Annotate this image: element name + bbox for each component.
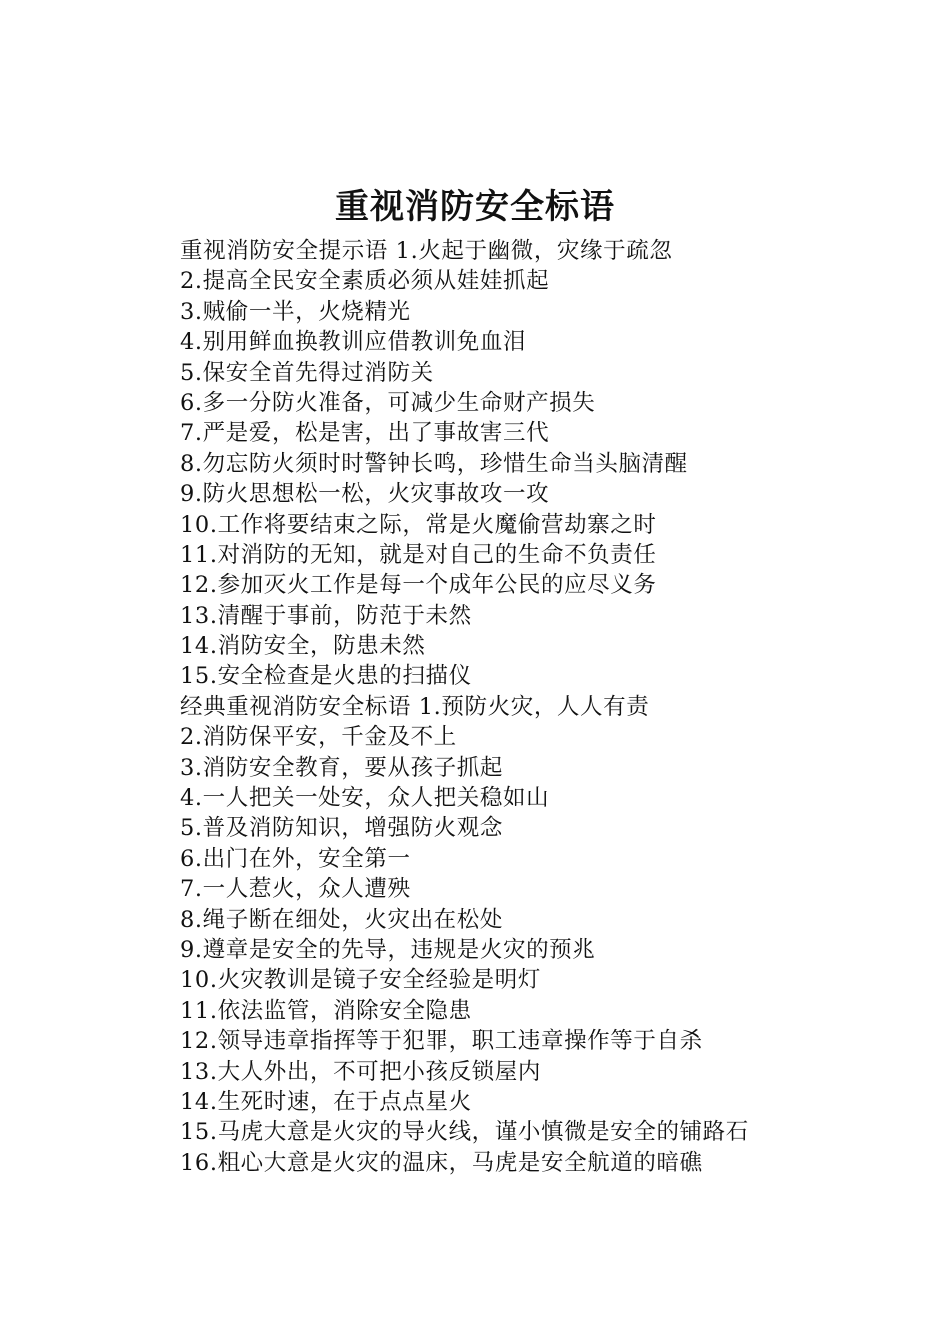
slogan-line: 12.参加灭火工作是每一个成年公民的应尽义务 (180, 572, 657, 599)
slogan-line: 2.提高全民安全素质必须从娃娃抓起 (180, 268, 550, 295)
slogan-line: 经典重视消防安全标语 1.预防火灾，人人有责 (180, 693, 650, 720)
slogan-line: 10.火灾教训是镜子安全经验是明灯 (180, 967, 541, 994)
slogan-line: 4.一人把关一处安，众人把关稳如山 (180, 785, 550, 812)
slogan-list (180, 236, 900, 1178)
slogan-line: 13.大人外出，不可把小孩反锁屋内 (180, 1058, 541, 1085)
slogan-line: 2.消防保平安，千金及不上 (180, 724, 457, 751)
slogan-line: 16.粗心大意是火灾的温床，马虎是安全航道的暗礁 (180, 1149, 703, 1176)
slogan-line: 4.别用鲜血换教训应借教训免血泪 (180, 329, 527, 356)
slogan-line: 5.保安全首先得过消防关 (180, 359, 434, 386)
slogan-line: 3.消防安全教育，要从孩子抓起 (180, 754, 503, 781)
slogan-line: 6.出门在外，安全第一 (180, 845, 411, 872)
slogan-line: 14.生死时速，在于点点星火 (180, 1088, 472, 1115)
slogan-line: 3.贼偷一半，火烧精光 (180, 298, 411, 325)
slogan-line: 10.工作将要结束之际，常是火魔偷营劫寨之时 (180, 511, 657, 538)
document-title: 重视消防安全标语 (335, 187, 615, 227)
slogan-line: 9.防火思想松一松，火灾事故攻一攻 (180, 481, 550, 508)
slogan-line: 14.消防安全，防患未然 (180, 633, 426, 660)
slogan-line: 15.安全检查是火患的扫描仪 (180, 663, 472, 690)
slogan-line: 6.多一分防火准备，可减少生命财产损失 (180, 389, 596, 416)
slogan-line: 11.对消防的无知，就是对自己的生命不负责任 (180, 541, 657, 568)
slogan-line: 11.依法监管，消除安全隐患 (180, 997, 472, 1024)
slogan-line: 15.马虎大意是火灾的导火线，谨小慎微是安全的铺路石 (180, 1119, 749, 1146)
slogan-line: 重视消防安全提示语 1.火起于幽微，灾缘于疏忽 (180, 238, 673, 264)
slogan-line: 8.勿忘防火须时时警钟长鸣，珍惜生命当头脑清醒 (180, 450, 688, 477)
slogan-line: 9.遵章是安全的先导，违规是火灾的预兆 (180, 936, 596, 963)
slogan-line: 5.普及消防知识，增强防火观念 (180, 815, 503, 842)
slogan-line: 7.一人惹火，众人遭殃 (180, 876, 411, 903)
slogan-line: 8.绳子断在细处，火灾出在松处 (180, 906, 503, 933)
slogan-line: 13.清醒于事前，防范于未然 (180, 602, 472, 629)
slogan-line: 12.领导违章指挥等于犯罪，职工违章操作等于自杀 (180, 1028, 703, 1055)
slogan-line: 7.严是爱，松是害，出了事故害三代 (180, 420, 550, 447)
